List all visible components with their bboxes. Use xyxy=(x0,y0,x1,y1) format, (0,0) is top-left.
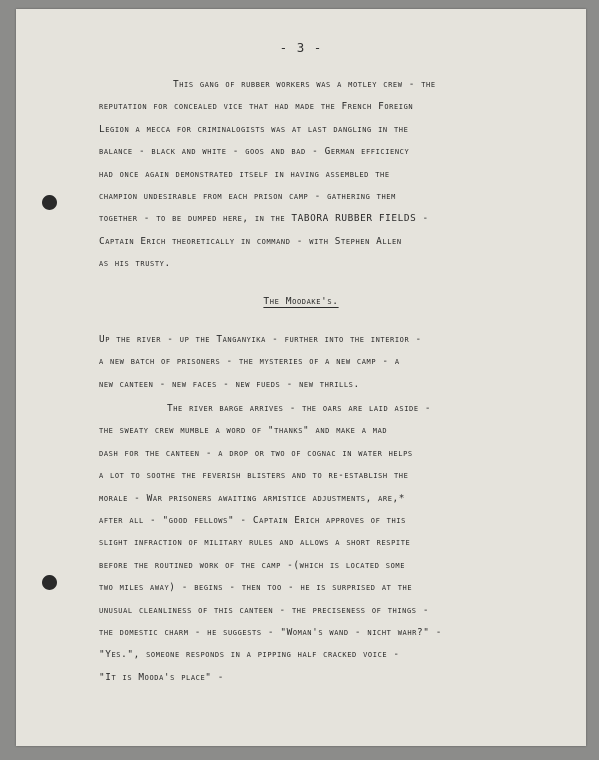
text-line: dash for the canteen - a drop or two of cognac in water helps xyxy=(99,447,413,459)
text-line: the sweaty crew mumble a word of "thanks" and make a mad xyxy=(99,425,388,437)
section-heading-text: The Moodake's. xyxy=(263,296,339,307)
text-line: the domestic charm - he suggests - "Woman's wand - nicht wahr?" - xyxy=(99,627,442,639)
text-line: had once again demonstrated itself in having assembled the xyxy=(99,168,390,180)
text-line: "Yes.", someone responds in a pipping half cracked voice - xyxy=(99,649,400,661)
text-line: as his trusty. xyxy=(99,258,171,270)
page-number: - 3 - xyxy=(279,40,323,55)
text-line: a new batch of prisoners - the mysteries of a new camp - a xyxy=(99,356,400,368)
text-line: Up the river - up the Tanganyika - further into the interior - xyxy=(99,334,422,345)
text-line: champion undesirable from each prison camp - gathering them xyxy=(99,191,396,203)
paragraph-rubber-workers xyxy=(99,74,549,276)
text-line: The river barge arrives - the oars are laid aside - xyxy=(167,403,432,414)
binder-hole-top xyxy=(42,195,57,210)
text-line: after all - "good fellows" - Captain Erich approves of this xyxy=(99,515,406,527)
text-line: This gang of rubber workers was a motley crew - the xyxy=(173,79,436,90)
paragraph-up-the-river xyxy=(99,329,549,396)
text-line: slight infraction of military rules and allows a short respite xyxy=(99,537,411,549)
paragraph-river-barge xyxy=(99,398,549,689)
typewritten-page xyxy=(16,9,586,746)
binder-hole-bottom xyxy=(42,575,57,590)
text-line: a lot to soothe the feverish blisters and to re-establish the xyxy=(99,470,409,482)
section-heading xyxy=(16,296,586,307)
text-line: together - to be dumped here, in the TABORA RUBBER FIELDS - xyxy=(99,213,429,225)
text-line: unusual cleanliness of this canteen - the preciseness of things - xyxy=(99,604,430,616)
text-line: new canteen - new faces - new fueds - new thrills. xyxy=(99,378,360,390)
text-line: Captain Erich theoretically in command - with Stephen Allen xyxy=(99,235,402,247)
text-line: "It is Mooda's place" - xyxy=(99,671,225,683)
text-line: two miles away) - begins - then too - he is surprised at the xyxy=(99,582,413,594)
text-line: balance - black and white - goos and bad - German efficiency xyxy=(99,146,410,158)
text-line: Legion a mecca for criminalogists was at last dangling in the xyxy=(99,123,409,135)
text-line: reputation for concealed vice that had made the French Foreign xyxy=(99,101,414,113)
text-line: before the routined work of the camp -(which is located some xyxy=(99,559,406,571)
text-line: morale - War prisoners awaiting armistice adjustments, are,* xyxy=(99,492,406,504)
